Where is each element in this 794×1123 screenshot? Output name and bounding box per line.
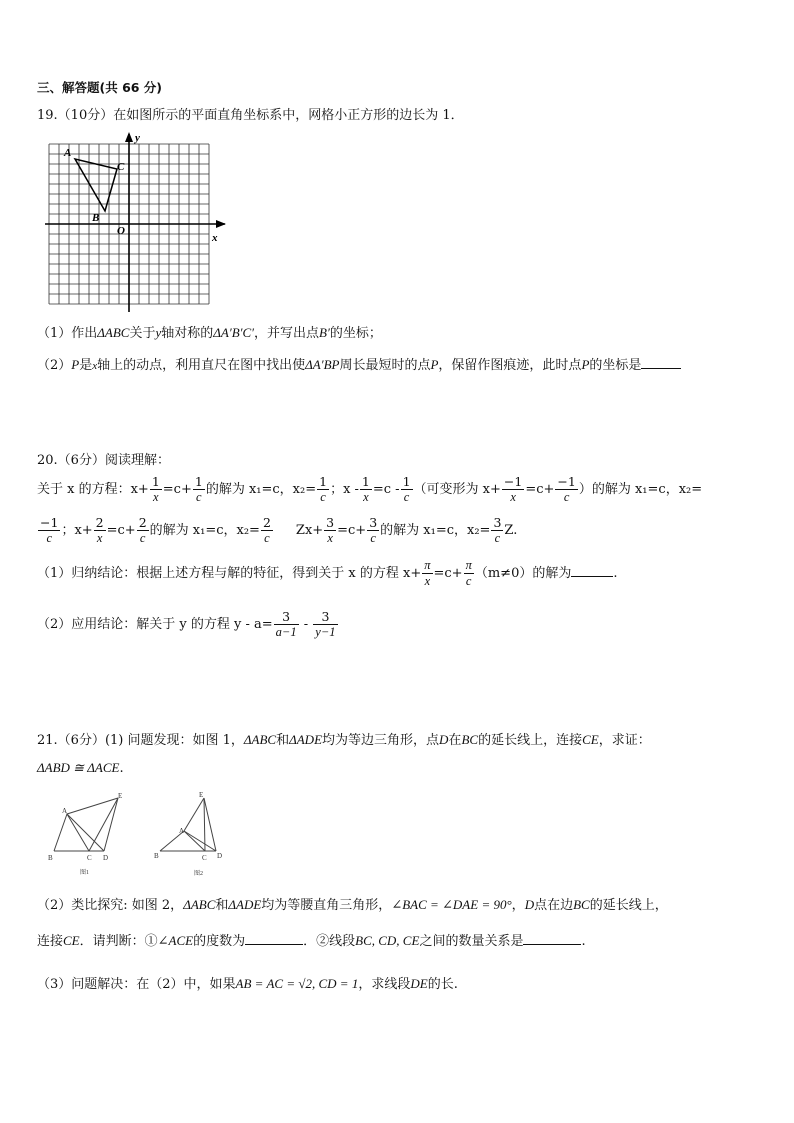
q21-part3: （3）问题解决：在（2）中，如果AB = AC = √2, CD = 1，求线段DE的长. (37, 976, 458, 992)
q20-part2: （2）应用结论：解关于 y 的方程 y - a= $\frac{3}{a-1}$ - $\frac{3}{y-1}$ (37, 609, 336, 639)
q19-part2: （2）P是x轴上的动点，利用直尺在图中找出使ΔA′BP周长最短时的点P，保留作图痕迹，此时点P的坐标是 (37, 354, 681, 373)
svg-text:C: C (87, 854, 92, 862)
q21-angle-blank[interactable] (245, 932, 303, 945)
svg-text:D: D (217, 852, 223, 860)
svg-text:D: D (103, 854, 109, 862)
label-origin: O (117, 225, 125, 237)
svg-text:A: A (179, 827, 185, 835)
q19-answer-blank[interactable] (641, 356, 681, 369)
svg-text:B: B (48, 854, 53, 862)
q20-stem: 20.（6分）阅读理解： (37, 453, 170, 468)
q21-part2-line1: （2）类比探究: 如图 2，ΔABC和ΔADE均为等腰直角三角形，∠BAC = ∠DAE = 90°，D点在边BC的延长线上， (37, 897, 668, 913)
label-b: B (92, 212, 100, 224)
svg-text:A: A (62, 807, 68, 815)
label-a: A (64, 147, 72, 159)
fig1-caption: 图1 (80, 870, 90, 876)
triangle-abc (75, 159, 117, 211)
q20-part1: （1）归纳结论：根据上述方程与解的特征，得到关于 x 的方程 x+ $\frac{\pi}{x}$ =c+ $\frac{\pi}{c}$ （m≠0）的解为 . (37, 558, 618, 588)
svg-text:E: E (118, 792, 123, 800)
q19-stem: 19.（10分）在如图所示的平面直角坐标系中，网格小正方形的边长为 1． (37, 108, 464, 123)
svg-text:B: B (154, 852, 159, 860)
q21-relation-blank[interactable] (523, 932, 581, 945)
q21-congruence: ΔABD ≅ ΔACE. (37, 760, 124, 776)
q21-figure-1 (42, 790, 142, 882)
fig2-caption: 图2 (194, 871, 204, 877)
label-c: C (117, 161, 125, 173)
q21-part2-line2: 连接CE．请判断：①∠ACE的度数为 ．②线段BC, CD, CE之间的数量关系是 . (37, 933, 586, 949)
q19-part1: （1）作出ΔABC关于y轴对称的ΔA′B′C′，并写出点B′的坐标； (37, 325, 382, 341)
q19-coordinate-grid (40, 130, 230, 312)
x-axis-arrow (216, 220, 226, 228)
y-axis-arrow (125, 132, 133, 142)
svg-text:C: C (202, 854, 207, 862)
q20-answer-blank[interactable] (571, 564, 613, 577)
q20-line2: $\frac{-1}{c}$ ；x+ $\frac{2}{x}$ =c+ $\frac{2}{c}$ 的解为 x₁=c，x₂= $\frac{2}{c}$ Zx+ $\frac{3}{x}$ =c+ $\frac{3}{c}$ 的解为 x₁=c，x₂= $\frac{3}{c}$ Z. (40, 515, 518, 545)
label-x-axis: x (212, 232, 218, 244)
q20-line1: 关于 x 的方程：x+ $\frac{1}{x}$ =c+ $\frac{1}{c}$ 的解为 x₁=c，x₂= $\frac{1}{c}$ ；x - $\frac{1}{x}$ =c - $\frac{1}{c}$ （可变形为 x+ $\frac{-1}{x}$ =c+ $\frac{-1}{c}$ ）的解为 x₁=c，x₂= (37, 474, 703, 504)
q21-stem: 21.（6分）(1) 问题发现：如图 1，ΔABC和ΔADE均为等边三角形，点D在BC的延长线上，连接CE，求证： (37, 732, 651, 748)
q21-figure-2 (150, 786, 240, 882)
section-title: 三、解答题(共 66 分) (37, 80, 163, 95)
label-y-axis: y (135, 132, 140, 144)
svg-text:E: E (199, 791, 204, 799)
